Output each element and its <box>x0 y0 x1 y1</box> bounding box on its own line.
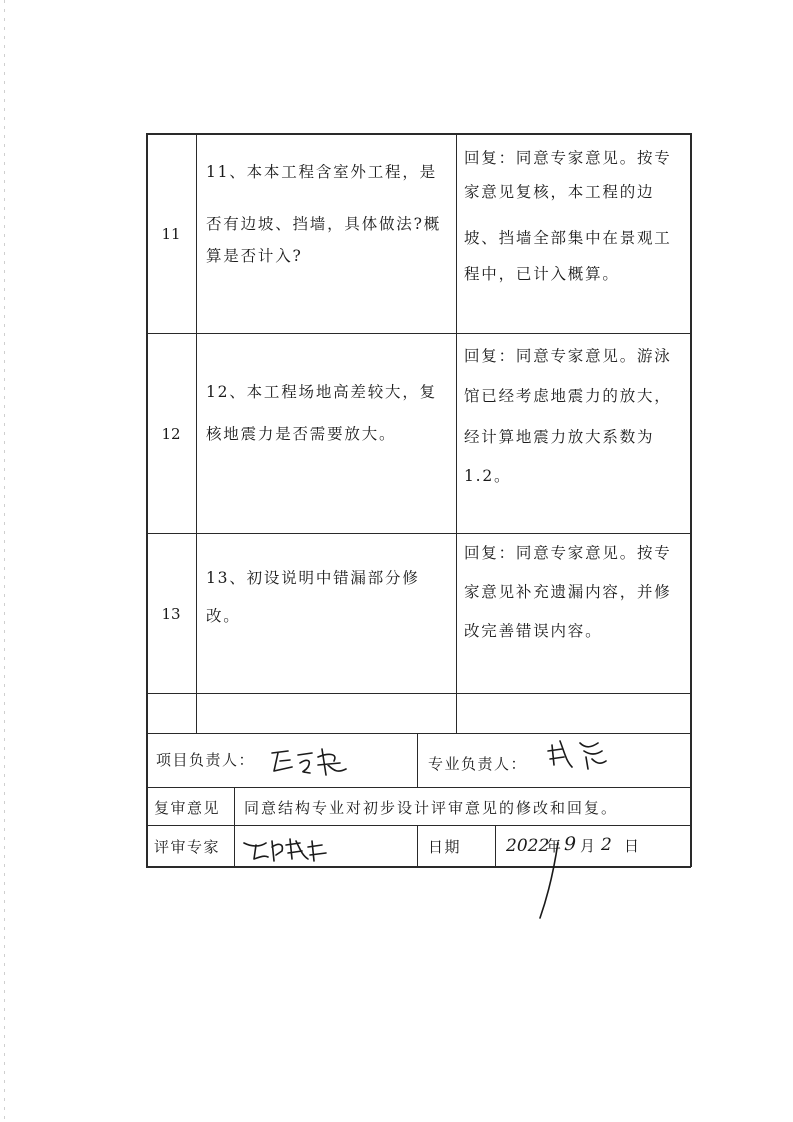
expert-label: 评审专家 <box>154 838 221 856</box>
table-border-bottom <box>146 866 691 868</box>
date-year-unit: 年 <box>546 837 563 855</box>
reply-line: 回复：同意专家意见。按专 <box>464 544 672 562</box>
question-line: 否有边坡、挡墙，具体做法?概 <box>206 215 442 233</box>
row-divider-6 <box>146 825 691 826</box>
question-line: 13、初设说明中错漏部分修 <box>206 569 420 587</box>
reply-line: 1.2。 <box>464 467 512 485</box>
column-divider-2 <box>456 133 457 733</box>
review-opinion-text: 同意结构专业对初步设计评审意见的修改和回复。 <box>244 799 619 817</box>
reply-line: 家意见补充遗漏内容，并修 <box>464 583 672 601</box>
row-divider-3 <box>146 693 691 694</box>
reply-line: 坡、挡墙全部集中在景观工 <box>464 229 672 247</box>
table-border-top <box>146 133 691 135</box>
pen-stroke-mark <box>532 840 562 930</box>
question-line: 核地震力是否需要放大。 <box>206 425 397 443</box>
discipline-lead-label: 专业负责人： <box>428 755 528 773</box>
row-divider-1 <box>146 333 691 334</box>
date-month: 9 <box>564 833 577 855</box>
scan-edge-marks <box>4 0 5 1122</box>
reply-line: 经计算地震力放大系数为 <box>464 428 655 446</box>
project-lead-label: 项目负责人： <box>156 751 256 769</box>
row-13-number: 13 <box>161 605 181 623</box>
date-year: 2022 <box>506 836 550 856</box>
review-table <box>146 133 691 867</box>
review-opinion-label: 复审意见 <box>154 799 221 817</box>
date-label: 日期 <box>428 838 462 856</box>
question-line: 11、本本工程含室外工程，是 <box>206 163 437 181</box>
row-divider-2 <box>146 533 691 534</box>
date-day-unit: 日 <box>624 837 641 855</box>
date-day: 2 <box>601 835 612 855</box>
table-border-left <box>146 133 148 867</box>
question-line: 12、本工程场地高差较大，复 <box>206 383 437 401</box>
reply-line: 回复：同意专家意见。按专 <box>464 149 672 167</box>
reply-line: 程中，已计入概算。 <box>464 265 620 283</box>
reply-line: 家意见复核，本工程的边 <box>464 183 655 201</box>
footer-divider-lead <box>417 733 418 787</box>
row-12-number: 12 <box>161 425 181 443</box>
row-divider-5 <box>146 787 691 788</box>
footer-divider-date-b <box>495 825 496 867</box>
row-divider-4 <box>146 733 691 734</box>
footer-divider-review <box>234 787 235 867</box>
reply-line: 改完善错误内容。 <box>464 622 603 640</box>
question-line: 改。 <box>206 607 241 625</box>
footer-divider-date-a <box>417 825 418 867</box>
reply-line: 馆已经考虑地震力的放大， <box>464 387 672 405</box>
question-line: 算是否计入? <box>206 247 303 265</box>
table-border-right <box>690 133 692 867</box>
row-11-number: 11 <box>161 225 181 243</box>
column-divider-1 <box>196 133 197 733</box>
date-month-unit: 月 <box>580 837 597 855</box>
reply-line: 回复：同意专家意见。游泳 <box>464 347 672 365</box>
